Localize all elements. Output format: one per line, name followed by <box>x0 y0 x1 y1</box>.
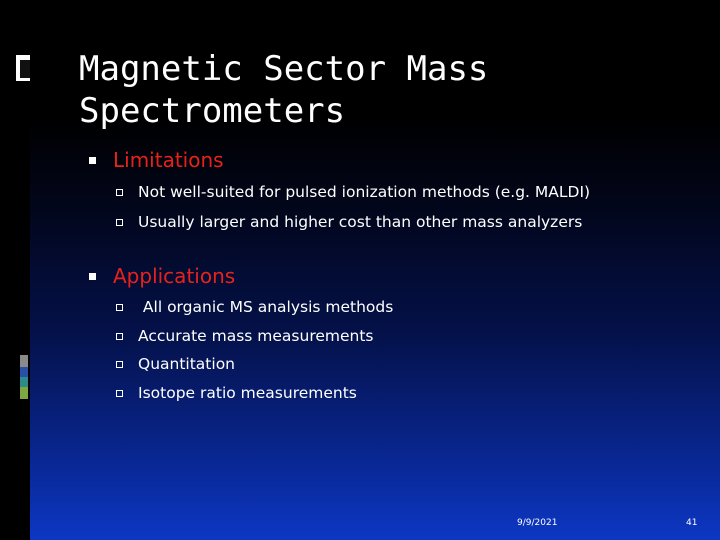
list-item <box>116 183 590 201</box>
list-item-text: Isotope ratio measurements <box>138 384 357 402</box>
list-item-text: Usually larger and higher cost than other mass analyzers <box>138 213 583 231</box>
list-item <box>116 298 393 316</box>
accent-bar-blue <box>20 367 28 377</box>
accent-bar-green <box>20 387 28 399</box>
section-heading-limitations <box>89 148 224 172</box>
list-item-text: Accurate mass measurements <box>138 327 374 345</box>
hollow-square-bullet-icon <box>116 304 123 311</box>
list-item-text: Quantitation <box>138 355 235 373</box>
hollow-square-bullet-icon <box>116 219 123 226</box>
list-item-text: Not well-suited for pulsed ionization methods (e.g. MALDI) <box>138 183 591 201</box>
accent-bar-teal <box>20 377 28 387</box>
list-item-text: All organic MS analysis methods <box>138 298 394 316</box>
slide-number: 41 <box>686 518 698 528</box>
footer-date: 9/9/2021 <box>517 518 558 528</box>
accent-bar-gray <box>20 355 28 367</box>
section-heading-text: Limitations <box>113 148 224 172</box>
slide-title: Magnetic Sector Mass Spectrometers <box>79 49 489 131</box>
left-decoration-strip <box>0 0 30 540</box>
section-heading-applications <box>89 264 235 288</box>
hollow-square-bullet-icon <box>116 361 123 368</box>
square-bullet-icon <box>89 273 96 280</box>
list-item <box>116 327 374 345</box>
title-accent-block-dark <box>20 60 30 78</box>
square-bullet-icon <box>89 157 96 164</box>
hollow-square-bullet-icon <box>116 189 123 196</box>
list-item <box>116 355 235 373</box>
section-heading-text: Applications <box>113 264 236 288</box>
list-item <box>116 213 582 231</box>
hollow-square-bullet-icon <box>116 390 123 397</box>
list-item <box>116 384 357 402</box>
hollow-square-bullet-icon <box>116 333 123 340</box>
